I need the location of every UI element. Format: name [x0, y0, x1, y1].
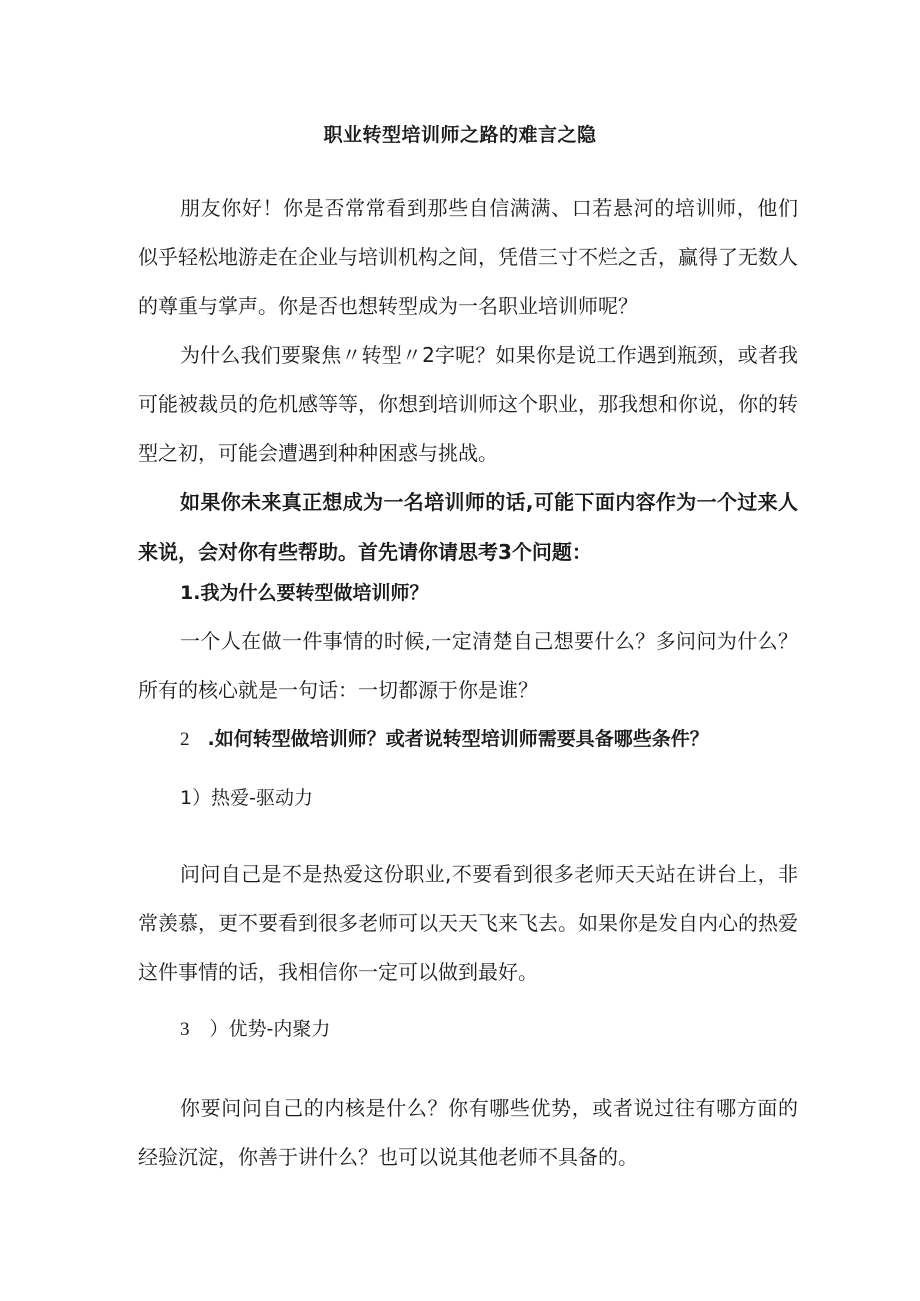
question-2-heading	[180, 724, 709, 755]
condition-3-text: ）优势-内聚力	[209, 1018, 331, 1040]
bold-paragraph: 如果你未来真正想成为一名培训师的话,可能下面内容作为一个过来人来说，会对你有些帮助。首先请你请思考3个问题：	[138, 490, 798, 564]
focus-paragraph: 为什么我们要聚焦〃转型〃2字呢？如果你是说工作遇到瓶颈，或者我可能被裁员的危机感等等，你想到培训师这个职业，那我想和你说，你的转型之初，可能会遭遇到种种困惑与挑战。	[138, 343, 798, 465]
document-title: 职业转型培训师之路的难言之隐	[323, 124, 597, 146]
question-2-number: 2	[180, 729, 190, 750]
condition-3-number: 3	[180, 1019, 190, 1040]
intro-paragraph: 朋友你好！你是否常常看到那些自信满满、口若悬河的培训师，他们似乎轻松地游走在企业与培训机构之间，凭借三寸不烂之舌，赢得了无数人的尊重与掌声。你是否也想转型成为一名职业培训师呢？	[138, 196, 798, 318]
question-2-text: .如何转型做培训师？或者说转型培训师需要具备哪些条件？	[207, 728, 709, 750]
question-1-heading: 1.我为什么要转型做培训师？	[180, 582, 429, 604]
condition-1-paragraph: 问问自己是不是热爱这份职业,不要看到很多老师天天站在讲台上，非常羡慕，更不要看到很多老师可以天天飞来飞去。如果你是发自内心的热爱这件事情的话，我相信你一定可以做到最好。	[138, 862, 798, 984]
condition-3-paragraph: 你要问问自己的内核是什么？你有哪些优势，或者说过往有哪方面的经验沉淀，你善于讲什么？也可以说其他老师不具备的。	[138, 1096, 798, 1169]
question-1-answer: 一个人在做一件事情的时候,一定清楚自己想要什么？多问问为什么？所有的核心就是一句话：一切都源于你是谁？	[138, 629, 798, 702]
condition-3-heading	[180, 1014, 330, 1045]
condition-1-heading: 1）热爱-驱动力	[180, 787, 313, 809]
